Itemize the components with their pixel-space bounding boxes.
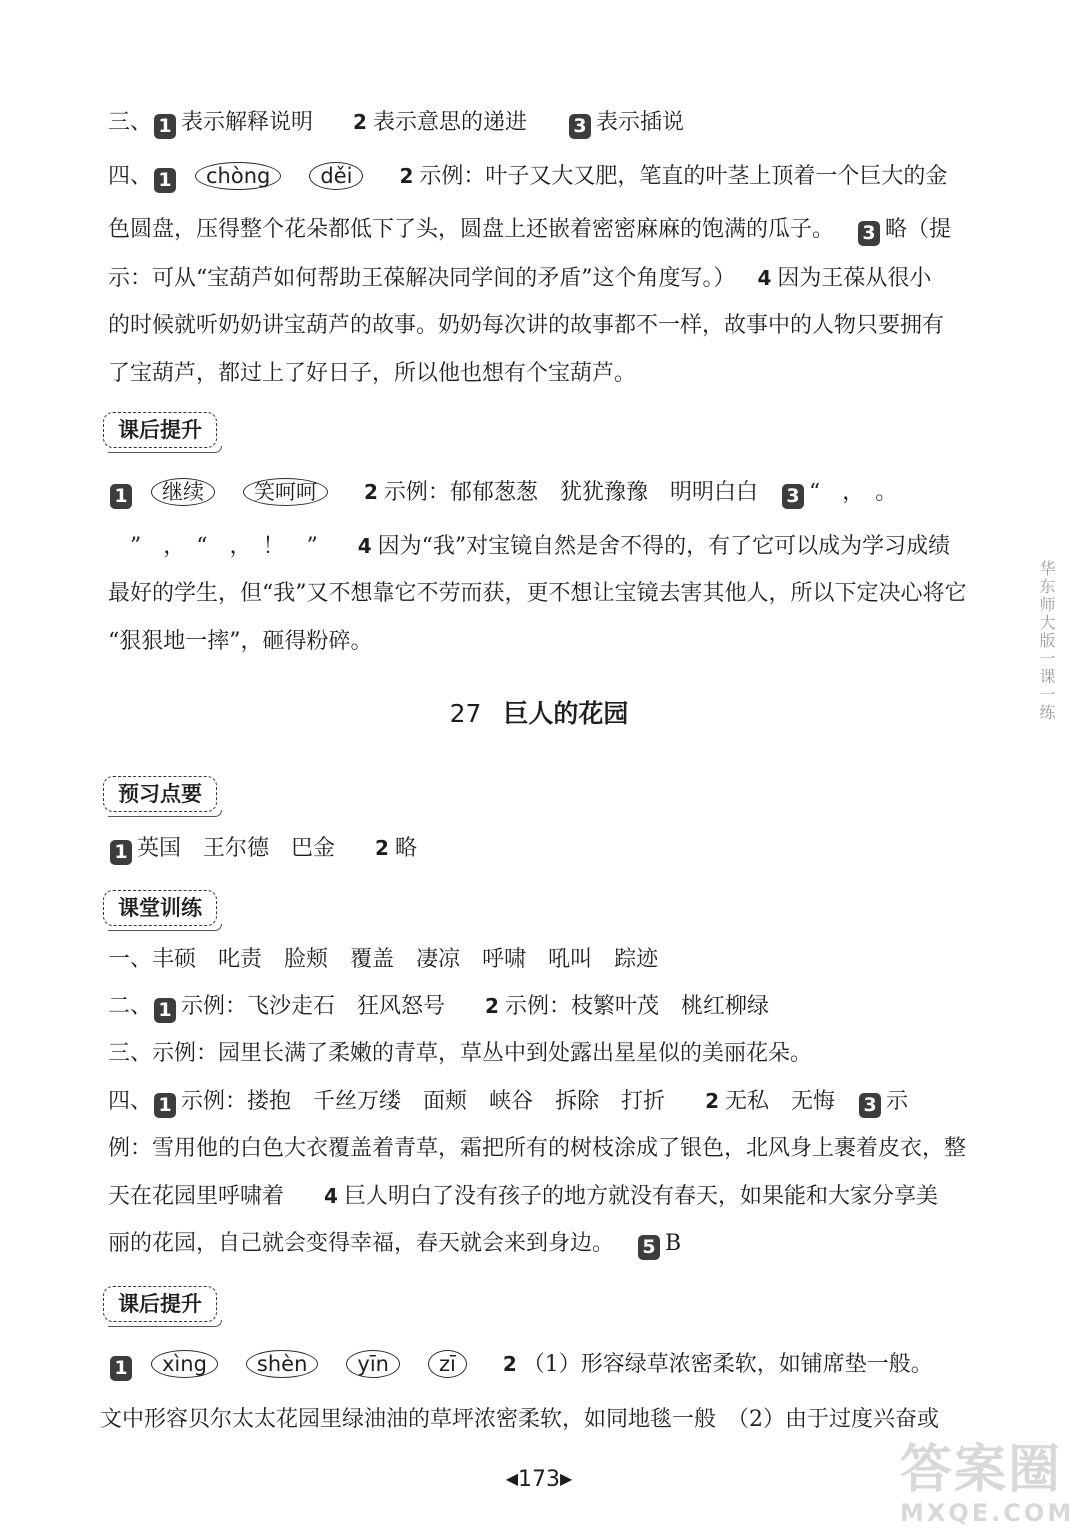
answer-word: 呼啸 [482, 947, 527, 972]
pinyin-oval: chòng [195, 162, 281, 190]
answer-text: B [665, 1231, 682, 1256]
word-oval: 笑呵呵 [243, 478, 328, 506]
section-header-class-training: 课堂训练 [103, 890, 217, 926]
answer-word: 千丝万缕 [313, 1089, 402, 1114]
answer-text: 无私 [725, 1089, 770, 1114]
number-plain: 4 [357, 534, 372, 558]
answer-text: 天在花园里呼啸着 [108, 1184, 285, 1209]
answer-text: 示例：飞沙走石 [181, 994, 336, 1019]
answer-text: 桃红柳绿 [680, 994, 769, 1019]
lesson-number: 27 [449, 699, 482, 728]
answer-line-c7 [108, 1230, 681, 1260]
answer-line-after2-2: 文中形容贝尔太太花园里绿油油的草坪浓密柔软，如同地毯一般 （2）由于过度兴奋或 [100, 1407, 939, 1432]
number-plain: 2 [364, 480, 378, 504]
answer-word: 吼叫 [548, 947, 593, 972]
number-plain: 2 [353, 110, 367, 134]
answer-line-c5: 例：雪用他的白色大衣覆盖着青草，霜把所有的树枝涂成了银色，北风身上裹着皮衣，整 [108, 1136, 967, 1161]
answer-text: 英国 [137, 836, 182, 861]
number-badge: 1 [154, 1093, 176, 1118]
item-label: 一、 [108, 947, 153, 972]
answer-word: 覆盖 [350, 947, 395, 972]
answer-line-a1-2 [130, 532, 950, 561]
page-number-text: 173 [518, 1467, 560, 1492]
pinyin-oval: shèn [246, 1350, 318, 1378]
number-badge: 1 [110, 484, 132, 509]
answer-word: 叱责 [218, 947, 263, 972]
answer-word: 脸颊 [284, 947, 329, 972]
left-arrow-icon: ◀ [505, 1469, 518, 1488]
answer-word: 示例：搂抱 [181, 1089, 292, 1114]
answer-line-s4-5: 了宝葫芦，都过上了好日子，所以他也想有个宝葫芦。 [108, 361, 637, 386]
answer-text: 丽的花园，自己就会变得幸福，春天就会来到身边。 [108, 1231, 615, 1256]
right-arrow-icon: ▶ [560, 1469, 573, 1488]
answer-text: 示例：园里长满了柔嫩的青草，草丛中到处露出星星似的美丽花朵。 [152, 1041, 813, 1066]
number-badge: 1 [110, 1356, 132, 1381]
number-plain: 4 [757, 266, 772, 290]
answer-text: 示 [886, 1089, 909, 1114]
number-plain: 2 [375, 836, 389, 860]
lesson-name: 巨人的花园 [503, 699, 629, 728]
answer-text: 略（提 [885, 217, 952, 242]
answer-text: 明明白白 [669, 480, 758, 505]
answer-text: 犹犹豫豫 [559, 480, 648, 505]
answer-word: 拆除 [555, 1089, 600, 1114]
answer-text: 无悔 [791, 1089, 836, 1114]
watermark-text: 答案圈 [900, 1440, 1063, 1500]
item-label: 三、 [108, 1041, 153, 1066]
answer-word: 峡谷 [489, 1089, 534, 1114]
punctuation-answer: “ ， 。 [808, 480, 898, 505]
word-oval: 继续 [151, 478, 215, 506]
answer-text: 示例：叶子又大又肥，笔直的叶茎上顶着一个巨大的金 [419, 164, 948, 189]
number-badge: 5 [638, 1235, 660, 1260]
number-badge: 1 [154, 998, 176, 1023]
answer-line-c2 [108, 992, 769, 1023]
number-badge: 1 [154, 114, 176, 139]
answer-line-a1-1 [108, 478, 897, 509]
pinyin-oval: xìng [151, 1350, 218, 1378]
answer-line-c6 [108, 1182, 938, 1211]
section-header-preview: 预习点要 [103, 776, 217, 812]
answer-line-s4-3 [108, 264, 931, 293]
number-badge: 3 [782, 484, 804, 509]
number-badge: 3 [859, 1093, 881, 1118]
answer-line-a1-4: “狠狠地一摔”，砸得粉碎。 [108, 629, 373, 654]
pinyin-oval: yīn [346, 1350, 400, 1378]
answer-line-a1-3: 最好的学生，但“我”又不想靠它不劳而获，更不想让宝镜去害其他人，所以下定决心将它 [108, 581, 967, 606]
item-label: 三、 [108, 110, 153, 135]
number-plain: 2 [502, 1352, 517, 1376]
answer-text: 示例：枝繁叶茂 [504, 994, 659, 1019]
number-badge: 3 [569, 114, 591, 139]
answer-text: 示例：郁郁葱葱 [383, 480, 538, 505]
lesson-title [0, 694, 1078, 730]
number-plain: 4 [324, 1184, 338, 1208]
watermark-url: MXQE.COM [900, 1499, 1075, 1527]
answer-line-preview [108, 834, 417, 865]
item-label: 四、 [108, 164, 153, 189]
answer-text: 因为王葆从很小 [777, 266, 932, 291]
answer-word: 踪迹 [614, 947, 659, 972]
answer-text: 表示解释说明 [181, 110, 314, 135]
answer-word: 丰硕 [152, 947, 197, 972]
number-plain: 2 [399, 164, 414, 188]
pinyin-oval: děi [309, 162, 363, 190]
number-plain: 2 [705, 1089, 720, 1113]
answer-word: 凄凉 [416, 947, 461, 972]
pinyin-oval: zī [428, 1350, 467, 1378]
answer-text: 因为“我”对宝镜自然是舍不得的，有了它可以成为学习成绩 [377, 534, 951, 559]
answer-line-c1 [108, 946, 658, 974]
answer-text: 表示意思的递进 [372, 110, 527, 135]
answer-text: 色圆盘，压得整个花朵都低下了头，圆盘上还嵌着密密麻麻的饱满的瓜子。 [108, 217, 835, 242]
number-badge: 1 [154, 168, 176, 193]
number-badge: 1 [110, 840, 132, 865]
item-label: 二、 [108, 994, 153, 1019]
number-badge: 3 [858, 221, 880, 246]
section-header-after-class-2: 课后提升 [103, 1286, 217, 1322]
answer-text: 表示插说 [595, 110, 684, 135]
answer-line-s4-4: 的时候就听奶奶讲宝葫芦的故事。奶奶每次讲的故事都不一样，故事中的人物只要拥有 [108, 313, 945, 338]
answer-line-s3 [108, 108, 684, 139]
side-book-title: 华东师大版一课一练 [1037, 560, 1056, 722]
answer-line-c4 [108, 1087, 908, 1118]
answer-text: （1）形容绿草浓密柔软，如铺席垫一般。 [522, 1352, 933, 1377]
answer-line-s4-1 [108, 162, 947, 193]
answer-text: 巨人明白了没有孩子的地方就没有春天，如果能和大家分享美 [343, 1184, 938, 1209]
answer-word: 面颊 [423, 1089, 468, 1114]
answer-text: 略 [394, 836, 417, 861]
number-plain: 2 [485, 994, 499, 1018]
answer-line-c3 [108, 1040, 812, 1068]
answer-text: 狂风怒号 [357, 994, 446, 1019]
answer-text: 巴金 [291, 836, 336, 861]
answer-text: 王尔德 [203, 836, 270, 861]
answer-line-s4-2 [108, 216, 951, 246]
answer-line-after2-1 [108, 1350, 933, 1381]
punctuation-answer: ” ， “ ， ！ ” [130, 534, 318, 559]
watermark-logo [900, 1440, 1075, 1530]
section-header-after-class: 课后提升 [103, 412, 217, 448]
answer-text: 示：可从“宝葫芦如何帮助王葆解决同学间的矛盾”这个角度写。） [108, 266, 736, 291]
item-label: 四、 [108, 1089, 153, 1114]
answer-word: 打折 [621, 1089, 666, 1114]
